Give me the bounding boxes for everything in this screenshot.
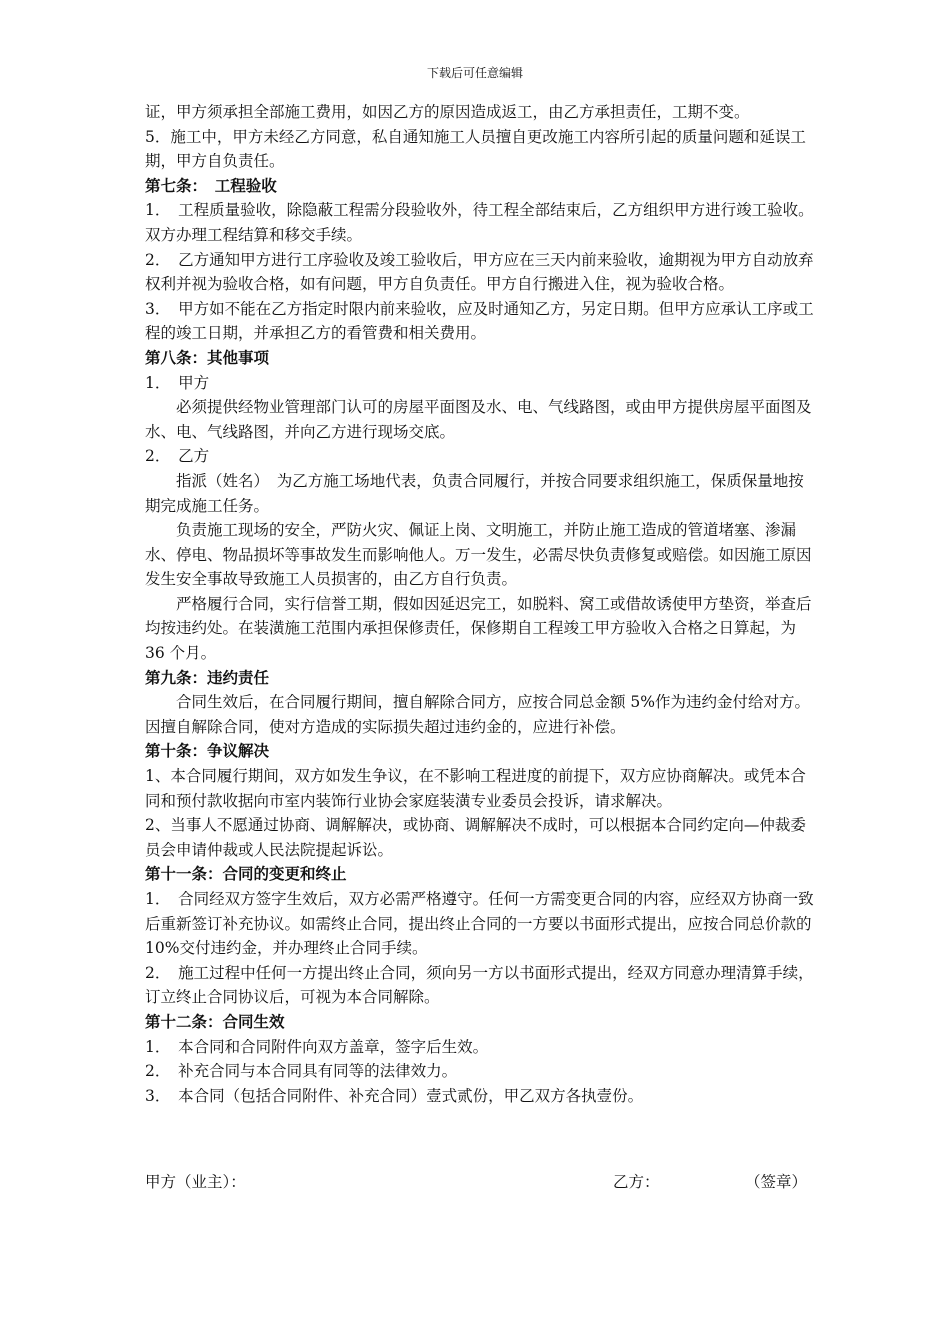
section-heading: 第十一条：合同的变更和终止	[145, 864, 347, 884]
paragraph: 指派（姓名） 为乙方施工场地代表，负责合同履行，并按合同要求组织施工，保质保量地按期完成施工任务。	[145, 471, 804, 515]
paragraph: 2． 乙方通知甲方进行工序验收及竣工验收后，甲方应在三天内前来验收，逾期视为甲方自动放弃权利并视为验收合格，如有问题，甲方自负责任。甲方自行搬进入住，视为验收合格。	[145, 250, 814, 294]
paragraph: 1． 合同经双方签字生效后，双方必需严格遵守。任何一方需变更合同的内容，应经双方协商一致后重新签订补充协议。如需终止合同，提出终止合同的一方要以书面形式提出，应按合同总价款的 10%交付违约金，并办理终止合同手续。	[145, 890, 814, 958]
paragraph: 合同生效后，在合同履行期间，擅自解除合同方，应按合同总金额 5%作为违约金付给对方。因擅自解除合同，使对方造成的实际损失超过违约金的，应进行补偿。	[145, 693, 811, 736]
paragraph: 5．施工中，甲方未经乙方同意，私自通知施工人员擅自更改施工内容所引起的质量问题和延误工期，甲方自负责任。	[145, 127, 806, 171]
paragraph: 3． 本合同（包括合同附件、补充合同）壹式贰份，甲乙双方各执壹份。	[145, 1086, 644, 1105]
paragraph: 1． 本合同和合同附件向双方盖章，签字后生效。	[145, 1037, 489, 1056]
paragraph: 证，甲方须承担全部施工费用，如因乙方的原因造成返工，由乙方承担责任，工期不变。	[145, 103, 750, 121]
party-a-label: 甲方（业主）：	[145, 1173, 246, 1191]
page-header: 下载后可任意编辑	[426, 66, 523, 80]
seal-label: （签章）	[745, 1173, 808, 1191]
signature-line	[145, 1170, 817, 1196]
paragraph: 1． 甲方	[145, 373, 210, 392]
party-b-label: 乙方：	[613, 1173, 660, 1191]
paragraph: 3． 甲方如不能在乙方指定时限内前来验收，应及时通知乙方，另定日期。但甲方应承认工序或工程的竣工日期，并承担乙方的看管费和相关费用。	[145, 299, 814, 343]
paragraph: 必须提供经物业管理部门认可的房屋平面图及水、电、气线路图，或由甲方提供房屋平面图及水、电、气线路图，并向乙方进行现场交底。	[145, 398, 812, 441]
paragraph: 负责施工现场的安全，严防火灾、佩证上岗、文明施工，并防止施工造成的管道堵塞、渗漏水、停电、物品损坏等事故发生而影响他人。万一发生，必需尽快负责修复或赔偿。如因施工原因发生安全事故导致施工人员损害的，由乙方自行负责。	[145, 521, 812, 589]
section-heading: 第十条：争议解决	[145, 741, 270, 761]
paragraph: 2、当事人不愿通过协商、调解解决，或协商、调解解决不成时，可以根据本合同约定向—仲裁委员会申请仲裁或人民法院提起诉讼。	[145, 816, 806, 859]
paragraph: 严格履行合同，实行信誉工期，假如因延迟完工，如脱料、窝工或借故诱使甲方垫资，举查后均按违约处。在装潢施工范围内承担保修责任，保修期自工程竣工甲方验收入合格之日算起，为 36 个月。	[145, 594, 812, 663]
paragraph: 2． 施工过程中任何一方提出终止合同，须向另一方以书面形式提出，经双方同意办理清算手续，订立终止合同协议后，可视为本合同解除。	[145, 963, 814, 1007]
section-heading: 第七条： 工程验收	[145, 175, 277, 195]
paragraph: 1、本合同履行期间，双方如发生争议，在不影响工程进度的前提下，双方应协商解决。或凭本合同和预付款收据向市室内装饰行业协会家庭装潢专业委员会投诉，请求解决。	[145, 767, 806, 810]
section-heading: 第十二条：合同生效	[145, 1011, 285, 1031]
paragraph: 1． 工程质量验收，除隐蔽工程需分段验收外，待工程全部结束后，乙方组织甲方进行竣工验收。双方办理工程结算和移交手续。	[145, 201, 814, 244]
paragraph: 2． 补充合同与本合同具有同等的法律效力。	[145, 1062, 458, 1081]
contract-body	[145, 100, 817, 1108]
section-heading: 第八条：其他事项	[145, 347, 270, 367]
section-heading: 第九条：违约责任	[145, 667, 270, 687]
paragraph: 2． 乙方	[145, 447, 210, 466]
